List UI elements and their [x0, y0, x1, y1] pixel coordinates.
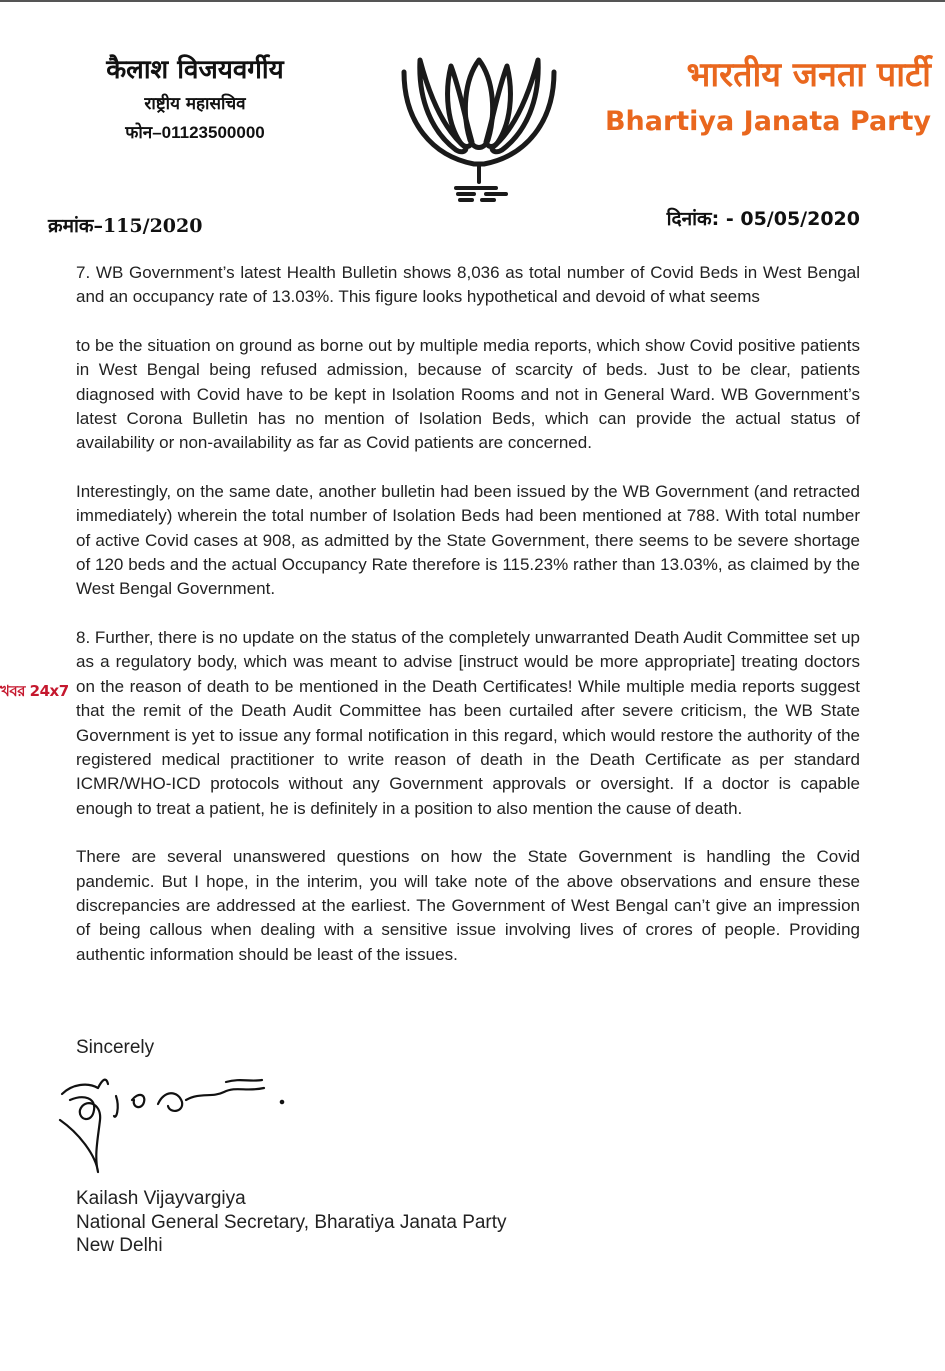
sender-title: राष्ट्रीय महासचिव: [144, 94, 246, 114]
handwritten-signature: [50, 1072, 300, 1182]
paragraph-7-intro: 7. WB Government’s latest Health Bulletin shows 8,036 as total number of Covid Beds in West Bengal and an occupancy rate of 13.03%. This figure looks hypothetical and devoid of what seems: [76, 263, 860, 307]
signatory-block: [76, 1187, 507, 1258]
paragraph-8-death-audit: 8. Further, there is no update on the status of the completely unwarranted Death Audit Committee set up as a regulatory body, which was meant to advise [instruct would be more appropriate] treating doctors on the reason of death to be mentioned in the Death Certificates! While multiple media reports suggest that the remit of the Death Audit Committee has been curtailed after severe criticism, the WB State Government is yet to issue any formal notification in this regard, which would restore the authority of the registered medical practitioner to write reason of death in the Death Certificate as per standard ICMR/WHO-ICD protocols without any Government approvals or oversight. If a doctor is capable enough to treat a patient, he is definitely in a position to also mention the cause of death.: [76, 627, 860, 818]
lotus-icon: [398, 52, 560, 210]
paragraph-conclusion: There are several unanswered questions on how the State Government is handling the Covid pandemic. But I hope, in the interim, you will take note of the above observations and ensure these discrepancies are addressed at the earliest. The Government of West Bengal can’t give an impression of being callous when dealing with a sensitive issue involving lives of crores of people. Providing authentic information should be least of the issues.: [76, 847, 860, 964]
top-border-line: [0, 0, 945, 2]
paragraph-isolation-beds: to be the situation on ground as borne out by multiple media reports, which show Covid positive patients in West Bengal being refused admission, because of scarcity of beds. Just to be clear, patients diagnosed with Covid have to be kept in Isolation Rooms and not in General Ward. WB Government’s latest Corona Bulletin has no mention of Isolation Beds, which can provide the actual status of availability or non-availability as far as Covid patients are concerned.: [76, 335, 860, 453]
signatory-designation: National General Secretary, Bharatiya Janata Party: [76, 1211, 507, 1233]
sender-phone: फोन–01123500000: [125, 123, 265, 142]
sender-block: [60, 52, 330, 143]
paragraph-bulletin-retracted: Interestingly, on the same date, another bulletin had been issued by the WB Government (and retracted immediately) wherein the total number of Isolation Beds had been mentioned at 788. With total number of active Covid cases at 908, as admitted by the State Government, there seems to be severe shortage of 120 beds and the actual Occupancy Rate therefore is 115.23% rather than 13.03%, as claimed by the West Bengal Government.: [76, 481, 860, 599]
party-name-hindi: भारतीय जनता पार्टी: [686, 55, 931, 95]
signatory-name: Kailash Vijayvargiya: [76, 1188, 246, 1209]
party-name-english: Bhartiya Janata Party: [604, 106, 931, 137]
party-name-block: [605, 52, 931, 137]
watermark-logo: খবর 24x7: [0, 682, 69, 700]
sender-name: कैलाश विजयवर्गीय: [106, 55, 284, 85]
signatory-place: New Delhi: [76, 1235, 163, 1256]
letter-body: [76, 261, 860, 967]
closing-salutation: Sincerely: [76, 1037, 155, 1058]
letter-date: दिनांक: - 05/05/2020: [666, 208, 860, 230]
reference-number: क्रमांक–115/2020: [48, 215, 203, 237]
